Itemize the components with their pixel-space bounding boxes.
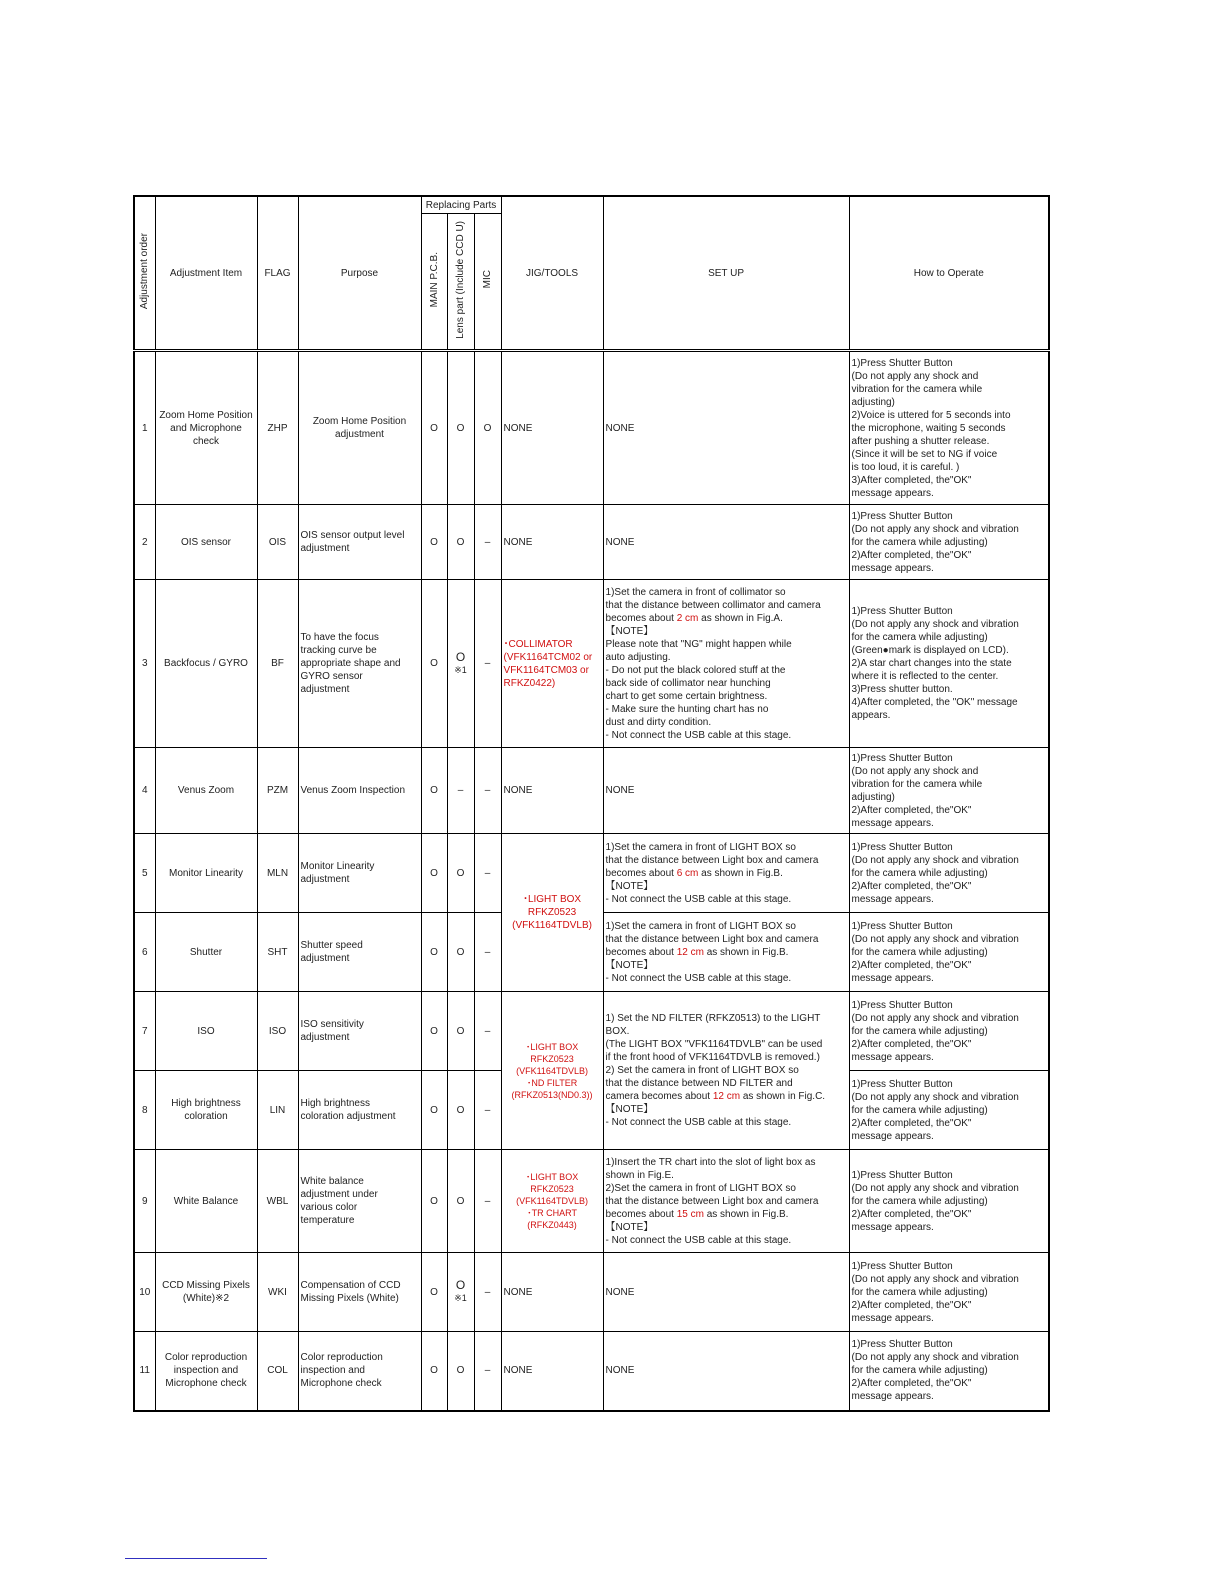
header-setup: SET UP [603, 196, 849, 351]
lens-mark: O [447, 351, 474, 505]
table-row [134, 992, 1049, 1071]
setup [603, 1150, 849, 1253]
how-to-operate: 1)Press Shutter Button (Do not apply any shock and vibration for the camera while adjusting) 2)After completed, the"OK" message appears. [849, 992, 1049, 1071]
adjustment-item: Color reproduction inspection and Microphone check [155, 1332, 257, 1411]
distance-value: 6 cm [676, 867, 699, 879]
flag: BF [257, 580, 298, 748]
flag: PZM [257, 748, 298, 834]
lens-mark: O [447, 834, 474, 913]
purpose: Compensation of CCD Missing Pixels (White) [298, 1253, 421, 1332]
setup-text: as shown in Fig.B. 【NOTE】 - Not connect the USB cable at this stage. [605, 946, 792, 984]
mic-mark: – [474, 1071, 501, 1150]
flag: WKI [257, 1253, 298, 1332]
how-to-operate: 1)Press Shutter Button (Do not apply any shock and vibration for the camera while adjusting) 2)Voice is uttered for 5 seconds into the microphone, waiting 5 seconds after pushing a shutter release. (Since it will be set to NG if voice is too loud, it is careful. ) 3)After completed, the"OK" message appears. [849, 351, 1049, 505]
lens-note: ※1 [454, 1293, 467, 1303]
adjustment-item: Zoom Home Position and Microphone check [155, 351, 257, 505]
main-pcb-mark: O [421, 1332, 447, 1411]
header-replacing-parts: Replacing Parts [421, 196, 501, 214]
mic-mark: – [474, 1253, 501, 1332]
jig-tools: NONE [501, 505, 603, 580]
setup-text: 1)Set the camera in front of LIGHT BOX so that the distance between Light box and camera becomes about [605, 841, 819, 879]
lens-mark: O [447, 1071, 474, 1150]
setup [603, 580, 849, 748]
table-row [134, 1253, 1049, 1332]
setup: NONE [603, 748, 849, 834]
purpose: High brightness coloration adjustment [298, 1071, 421, 1150]
lens-note: ※1 [454, 664, 467, 675]
lens-mark: O [447, 913, 474, 992]
purpose: Color reproduction inspection and Microphone check [298, 1332, 421, 1411]
purpose: Venus Zoom Inspection [298, 748, 421, 834]
setup-text: as shown in Fig.A. 【NOTE】 Please note that "NG" might happen while auto adjusting. - Do not put the black colored stuff at the back side of collimator near hunching chart to get some certain brightness. - Make sure the hunting chart has no dust and dirty condition. - Not connect the USB cable at this stage. [605, 612, 792, 741]
setup: NONE [603, 505, 849, 580]
header-lens: Lens part (Include CCD U) [447, 214, 474, 351]
how-to-operate: 1)Press Shutter Button (Do not apply any shock and vibration for the camera while adjusting) 2)After completed, the"OK" message appears. [849, 748, 1049, 834]
main-pcb-mark: O [421, 351, 447, 505]
row-number: 8 [134, 1071, 155, 1150]
jig-tools-shared: ･LIGHT BOX RFKZ0523 (VFK1164TDVLB) [501, 834, 603, 992]
mic-mark: – [474, 913, 501, 992]
flag: WBL [257, 1150, 298, 1253]
adjustment-item: High brightness coloration [155, 1071, 257, 1150]
lens-mark: O [455, 1278, 466, 1292]
row-number: 9 [134, 1150, 155, 1253]
how-to-operate: 1)Press Shutter Button (Do not apply any shock and vibration for the camera while adjusting) 2)After completed, the"OK" message appears. [849, 1253, 1049, 1332]
purpose: To have the focus tracking curve be appropriate shape and GYRO sensor adjustment [298, 580, 421, 748]
mic-mark: – [474, 505, 501, 580]
row-number: 3 [134, 580, 155, 748]
lens-mark: O [455, 649, 466, 664]
flag: MLN [257, 834, 298, 913]
row-number: 5 [134, 834, 155, 913]
adjustment-item: Backfocus / GYRO [155, 580, 257, 748]
jig-tools: NONE [501, 1332, 603, 1411]
adjustment-item: Venus Zoom [155, 748, 257, 834]
adjustment-item: ISO [155, 992, 257, 1071]
row-number: 1 [134, 351, 155, 505]
table-row [134, 834, 1049, 913]
distance-value: 2 cm [676, 612, 699, 624]
adjustment-item: White Balance [155, 1150, 257, 1253]
setup-text: as shown in Fig.B. 【NOTE】 - Not connect the USB cable at this stage. [605, 1208, 792, 1246]
main-pcb-mark: O [421, 1071, 447, 1150]
table-row [134, 1150, 1049, 1253]
main-pcb-mark: O [421, 834, 447, 913]
adjustment-item: Monitor Linearity [155, 834, 257, 913]
distance-value: 12 cm [676, 946, 704, 958]
flag: ISO [257, 992, 298, 1071]
mic-mark: – [474, 992, 501, 1071]
mic-mark: – [474, 1150, 501, 1253]
mic-mark: – [474, 834, 501, 913]
purpose: ISO sensitivity adjustment [298, 992, 421, 1071]
flag: COL [257, 1332, 298, 1411]
distance-value: 12 cm [712, 1091, 741, 1102]
mic-mark: – [474, 580, 501, 748]
flag: OIS [257, 505, 298, 580]
header-flag: FLAG [257, 196, 298, 351]
setup-text: 1)Insert the TR chart into the slot of light box as shown in Fig.E. 2)Set the camera in front of LIGHT BOX so that the distance between Light box and camera becomes about [605, 1156, 819, 1220]
main-pcb-mark: O [421, 992, 447, 1071]
lens-mark: O [447, 1332, 474, 1411]
header-purpose: Purpose [298, 196, 421, 351]
mic-mark: – [474, 748, 501, 834]
setup-text: 1)Set the camera in front of LIGHT BOX so that the distance between Light box and camera becomes about [605, 920, 819, 958]
setup: NONE [603, 351, 849, 505]
table-row [134, 505, 1049, 580]
jig-tools: ･LIGHT BOX RFKZ0523 (VFK1164TDVLB) ･TR CHART (RFKZ0443) [501, 1150, 603, 1253]
how-to-operate: 1)Press Shutter Button (Do not apply any shock and vibration for the camera while adjusting) 2)After completed, the"OK" message appears. [849, 505, 1049, 580]
how-to-operate: 1)Press Shutter Button (Do not apply any shock and vibration for the camera while adjusting) (Green●mark is displayed on LCD). 2)A star chart changes into the state where it is reflected to the center. 3)Press shutter button. 4)After completed, the "OK" message appears. [849, 580, 1049, 748]
row-number: 7 [134, 992, 155, 1071]
lens-mark: O [447, 505, 474, 580]
main-pcb-mark: O [421, 580, 447, 748]
setup-text: as shown in Fig.C. 【NOTE】 - Not connect the USB cable at this stage. [605, 1091, 826, 1128]
table-row [134, 580, 1049, 748]
lens-cell [447, 580, 474, 748]
jig-tools-shared: ･LIGHT BOX RFKZ0523 (VFK1164TDVLB) ･ND FILTER (RFKZ0513(ND0.3)) [501, 992, 603, 1150]
lens-mark: – [447, 748, 474, 834]
how-to-operate: 1)Press Shutter Button (Do not apply any shock and vibration for the camera while adjusting) 2)After completed, the"OK" message appears. [849, 1332, 1049, 1411]
main-pcb-mark: O [421, 505, 447, 580]
setup-text: 1)Set the camera in front of collimator so that the distance between collimator and camera becomes about [605, 586, 821, 624]
setup: NONE [603, 1253, 849, 1332]
setup-shared [603, 992, 849, 1150]
setup-text: as shown in Fig.B. 【NOTE】 - Not connect the USB cable at this stage. [605, 867, 792, 905]
how-to-operate: 1)Press Shutter Button (Do not apply any shock and vibration for the camera while adjusting) 2)After completed, the"OK" message appears. [849, 913, 1049, 992]
distance-value: 15 cm [676, 1208, 704, 1220]
how-to-operate: 1)Press Shutter Button (Do not apply any shock and vibration for the camera while adjusting) 2)After completed, the"OK" message appears. [849, 1071, 1049, 1150]
flag: LIN [257, 1071, 298, 1150]
row-number: 10 [134, 1253, 155, 1332]
lens-mark: O [447, 992, 474, 1071]
header-row-1 [134, 196, 1049, 214]
header-mic: MIC [474, 214, 501, 351]
adjustment-item: CCD Missing Pixels (White)※2 [155, 1253, 257, 1332]
jig-tools: ･COLLIMATOR (VFK1164TCM02 or VFK1164TCM03 or RFKZ0422) [501, 580, 603, 748]
flag: ZHP [257, 351, 298, 505]
header-item: Adjustment Item [155, 196, 257, 351]
how-to-operate: 1)Press Shutter Button (Do not apply any shock and vibration for the camera while adjusting) 2)After completed, the"OK" message appears. [849, 834, 1049, 913]
header-operate: How to Operate [849, 196, 1049, 351]
main-pcb-mark: O [421, 913, 447, 992]
adjustment-item: OIS sensor [155, 505, 257, 580]
adjustment-table [133, 195, 1050, 1412]
setup-text: 1) Set the ND FILTER (RFKZ0513) to the LIGHT BOX. (The LIGHT BOX "VFK1164TDVLB" can be used if the front hood of VFK1164TDVLB is removed.) 2) Set the camera in front of LIGHT BOX so that the distance between ND FILTER and camera becomes about [605, 1013, 823, 1102]
table-row [134, 1332, 1049, 1411]
header-order: Adjustment order [134, 196, 155, 351]
row-number: 4 [134, 748, 155, 834]
row-number: 11 [134, 1332, 155, 1411]
main-pcb-mark: O [421, 1150, 447, 1253]
adjustment-item: Shutter [155, 913, 257, 992]
jig-tools: NONE [501, 1253, 603, 1332]
row-number: 6 [134, 913, 155, 992]
main-pcb-mark: O [421, 1253, 447, 1332]
purpose: Shutter speed adjustment [298, 913, 421, 992]
setup [603, 834, 849, 913]
lens-cell [447, 1253, 474, 1332]
mic-mark: O [474, 351, 501, 505]
header-main-pcb: MAIN P.C.B. [421, 214, 447, 351]
jig-tools: NONE [501, 748, 603, 834]
how-to-operate: 1)Press Shutter Button (Do not apply any shock and vibration for the camera while adjusting) 2)After completed, the"OK" message appears. [849, 1150, 1049, 1253]
purpose: Zoom Home Position adjustment [298, 351, 421, 505]
header-jig: JIG/TOOLS [501, 196, 603, 351]
table-row [134, 351, 1049, 505]
footer-rule [125, 1558, 267, 1559]
purpose: Monitor Linearity adjustment [298, 834, 421, 913]
lens-mark: O [447, 1150, 474, 1253]
setup [603, 913, 849, 992]
purpose: OIS sensor output level adjustment [298, 505, 421, 580]
jig-tools: NONE [501, 351, 603, 505]
table-row [134, 748, 1049, 834]
purpose: White balance adjustment under various color temperature [298, 1150, 421, 1253]
row-number: 2 [134, 505, 155, 580]
flag: SHT [257, 913, 298, 992]
setup: NONE [603, 1332, 849, 1411]
mic-mark: – [474, 1332, 501, 1411]
main-pcb-mark: O [421, 748, 447, 834]
